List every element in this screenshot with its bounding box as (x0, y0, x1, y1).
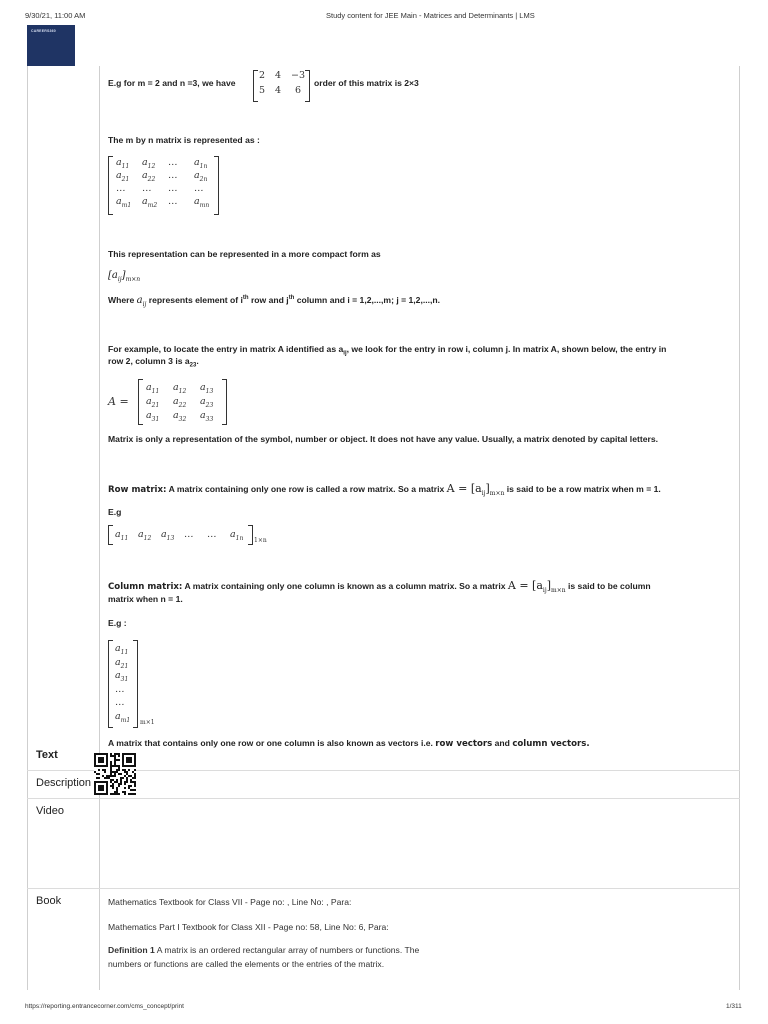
matrix-cell: $a_{11}$ (115, 643, 129, 656)
matrix-a-label: A = (108, 395, 129, 408)
matrix-cell: $a_{13}$ (200, 382, 214, 395)
row-label-book: Book (36, 895, 62, 907)
where-line: Where $a_{ij}$ represents element of $i^{th}$ row and $j^{th}$ column and i = 1,2,...,m; j = 1,2,...,n. (108, 295, 441, 308)
matrix-cell: $a_{31}$ (115, 670, 129, 683)
content-table (27, 66, 740, 990)
print-page-number: 1/311 (726, 1003, 742, 1010)
row-eg: E.g (108, 507, 122, 517)
row-label-text: Text (36, 749, 58, 761)
table-border-left (27, 66, 28, 990)
matrix-cell: … (142, 183, 152, 194)
matrix-cell: $a_{mn}$ (194, 196, 210, 209)
book-definition-line2: numbers or functions are called the elements or the entries of the matrix. (108, 959, 385, 969)
matrix-cell: $a_{1n}$ (230, 529, 244, 542)
matrix-cell: … (207, 529, 217, 540)
matrix-cell: $a_{21}$ (116, 170, 130, 183)
row-label-video: Video (36, 805, 64, 817)
matrix-cell: … (115, 683, 125, 695)
matrix-cell: $a_{1n}$ (194, 157, 208, 170)
row-divider (27, 888, 740, 889)
matrix-cell: $a_{32}$ (173, 410, 187, 423)
print-page-title: Study content for JEE Main - Matrices and Determinants | LMS (326, 11, 535, 20)
matrix-note: Matrix is only a representation of the symbol, number or object. It does not have any value. Usually, a matrix denoted by capital letters. (108, 434, 658, 444)
column-matrix-definition-line1: Column matrix: A matrix containing only one column is known as a column matrix. So a matrix $A = [a_{ij}]_{m\times n}$ is said to be column (108, 579, 651, 595)
matrix-cell: 4 (275, 70, 282, 81)
book-reference-2: Mathematics Part I Textbook for Class XII - Page no: 58, Line No: 6, Para: (108, 922, 389, 932)
book-reference-1: Mathematics Textbook for Class VII - Page no: , Line No: , Para: (108, 897, 352, 907)
matrix-cell: $a_{13}$ (161, 529, 175, 542)
matrix-cell: $a_{22}$ (142, 170, 156, 183)
matrix-cell: $a_{m1}$ (116, 196, 132, 209)
row-divider (27, 798, 740, 799)
compact-intro: This representation can be represented in a more compact form as (108, 249, 381, 259)
table-border-right (739, 66, 740, 990)
row-matrix-definition: Row matrix: A matrix containing only one row is called a row matrix. So a matrix $A = [a_{ij}]_{m\times n}$ is said to be a row matrix when m = 1. (108, 482, 661, 498)
matrix-cell: $a_{2n}$ (194, 170, 208, 183)
column-eg: E.g : (108, 618, 127, 628)
row-example-subscript: 1×n (254, 537, 267, 544)
compact-notation: $[a_{ij}]_{m\times n}$ (108, 270, 141, 283)
column-matrix-definition-line2: matrix when n = 1. (108, 594, 183, 604)
mbyn-heading: The m by n matrix is represented as : (108, 135, 260, 145)
matrix-cell: … (168, 196, 178, 207)
table-column-divider (99, 66, 100, 990)
matrix-cell: … (115, 697, 125, 708)
video-qr-code[interactable] (94, 753, 136, 795)
matrix-cell: −3 (291, 70, 306, 81)
matrix-cell: $a_{21}$ (146, 396, 160, 409)
matrix-cell: … (168, 170, 178, 181)
matrix-cell: … (168, 157, 178, 168)
vectors-line: A matrix that contains only one row or one column is also known as vectors i.e. row vectors and column vectors. (108, 738, 590, 749)
matrix-cell: $a_{22}$ (173, 396, 187, 409)
example-2x3-suffix: order of this matrix is 2×3 (314, 78, 419, 88)
matrix-cell: … (116, 183, 126, 194)
matrix-cell: $a_{21}$ (115, 656, 129, 670)
matrix-cell: $a_{11}$ (115, 529, 129, 542)
column-example-subscript: m×1 (140, 719, 155, 726)
brand-logo-text: CAREERS360 (31, 29, 56, 33)
matrix-cell: … (168, 183, 178, 194)
matrix-cell: 4 (275, 85, 282, 96)
matrix-cell: $a_{23}$ (200, 396, 214, 409)
matrix-cell: 6 (295, 85, 302, 96)
matrix-cell: $a_{33}$ (200, 410, 214, 423)
matrix-cell: 2 (259, 70, 266, 81)
example-entry-line2: row 2, column 3 is $a_{23}$. (108, 356, 199, 369)
matrix-cell: 5 (259, 85, 266, 96)
matrix-cell: $a_{12}$ (173, 382, 187, 395)
print-datetime: 9/30/21, 11:00 AM (25, 11, 86, 20)
example-2x3-prefix: E.g for m = 2 and n =3, we have (108, 78, 236, 88)
matrix-cell: … (184, 529, 194, 540)
matrix-cell: $a_{m1}$ (115, 710, 131, 724)
brand-logo (27, 25, 75, 66)
example-entry-line1: For example, to locate the entry in matrix A identified as $a_{ij}$, we look for the entry in row i, column j. In matrix A, shown below, the entry in (108, 344, 667, 357)
matrix-cell: $a_{11}$ (116, 157, 130, 170)
print-url: https://reporting.entrancecorner.com/cms_concept/print (25, 1003, 184, 1010)
matrix-cell: $a_{31}$ (146, 410, 160, 423)
matrix-cell: $a_{12}$ (142, 157, 156, 170)
matrix-cell: $a_{11}$ (146, 382, 160, 395)
matrix-cell: $a_{m2}$ (142, 196, 158, 209)
row-label-description: Description (36, 777, 92, 789)
book-definition-line1: Definition 1 A matrix is an ordered rectangular array of numbers or functions. The (108, 945, 420, 955)
matrix-cell: … (194, 183, 204, 194)
matrix-cell: $a_{12}$ (138, 529, 152, 542)
